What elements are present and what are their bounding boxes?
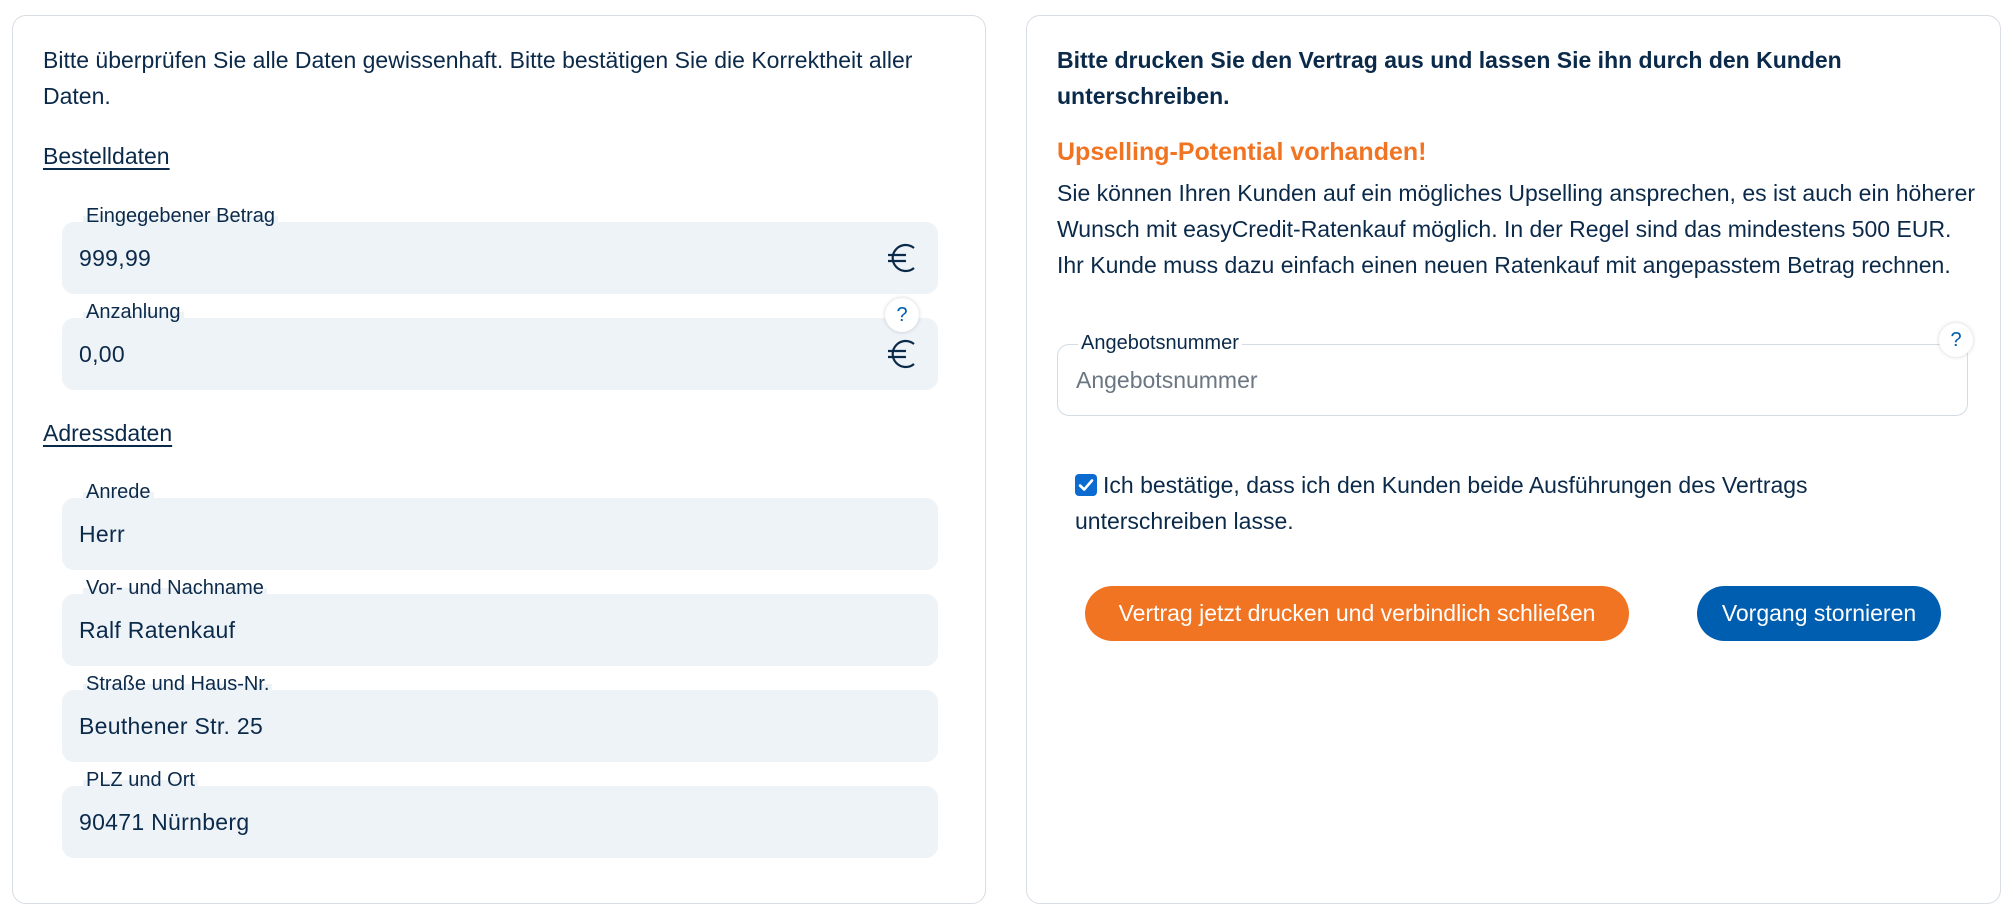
- down-payment-value: 0,00: [79, 341, 125, 367]
- print-instructions: Bitte drucken Sie den Vertrag aus und lassen Sie ihn durch den Kunden unterschreiben.: [1057, 47, 1842, 109]
- down-payment-field: [62, 301, 938, 390]
- name-field: [62, 577, 938, 666]
- euro-icon: [884, 336, 920, 372]
- street-field: [62, 673, 938, 762]
- amount-label: Eingegebener Betrag: [83, 204, 278, 228]
- offer-number-field: [1057, 332, 1968, 416]
- city-value: 90471 Nürnberg: [79, 809, 250, 835]
- salutation-label: Anrede: [83, 480, 154, 504]
- amount-value: 999,99: [79, 245, 152, 271]
- confirm-label: Ich bestätige, dass ich den Kunden beide Ausführungen des Vertrags unterschreiben lasse.: [1075, 472, 1808, 534]
- euro-icon: [884, 240, 920, 276]
- city-field: [62, 769, 938, 858]
- down-payment-help-icon[interactable]: ?: [885, 298, 919, 332]
- confirm-signature-row: [1075, 467, 1955, 539]
- city-label: PLZ und Ort: [83, 768, 198, 792]
- order-review-panel: [12, 15, 986, 904]
- cancel-process-button[interactable]: Vorgang stornieren: [1697, 586, 1941, 641]
- order-data-link[interactable]: Bestelldaten: [43, 143, 170, 169]
- salutation-field: [62, 481, 938, 570]
- street-label: Straße und Haus-Nr.: [83, 672, 272, 696]
- offer-number-help-icon[interactable]: ?: [1939, 323, 1973, 357]
- review-instructions: Bitte überprüfen Sie alle Daten gewissenhaft. Bitte bestätigen Sie die Korrektheit aller Daten.: [43, 47, 913, 109]
- offer-number-input[interactable]: [1076, 345, 1936, 415]
- upselling-text: Sie können Ihren Kunden auf ein mögliches Upselling ansprechen, es ist auch ein höherer Wunsch mit easyCredit-Ratenkauf möglich. In der Regel sind das mindestens 500 EUR. Ihr Kunde muss dazu einfach einen neuen Ratenkauf mit angepasstem Betrag rechnen.: [1057, 180, 1976, 278]
- confirm-checkbox[interactable]: [1075, 474, 1097, 496]
- salutation-value: Herr: [79, 521, 125, 547]
- address-data-link[interactable]: Adressdaten: [43, 420, 173, 446]
- down-payment-label: Anzahlung: [83, 300, 184, 324]
- amount-field: [62, 205, 938, 294]
- name-value: Ralf Ratenkauf: [79, 617, 236, 643]
- checkmark-icon: [1077, 476, 1095, 494]
- street-value: Beuthener Str. 25: [79, 713, 264, 739]
- name-label: Vor- und Nachname: [83, 576, 267, 600]
- upselling-title: Upselling-Potential vorhanden!: [1057, 138, 1427, 166]
- print-contract-button[interactable]: Vertrag jetzt drucken und verbindlich schließen: [1085, 586, 1629, 641]
- offer-number-label: Angebotsnummer: [1078, 331, 1242, 355]
- contract-print-panel: [1026, 15, 2001, 904]
